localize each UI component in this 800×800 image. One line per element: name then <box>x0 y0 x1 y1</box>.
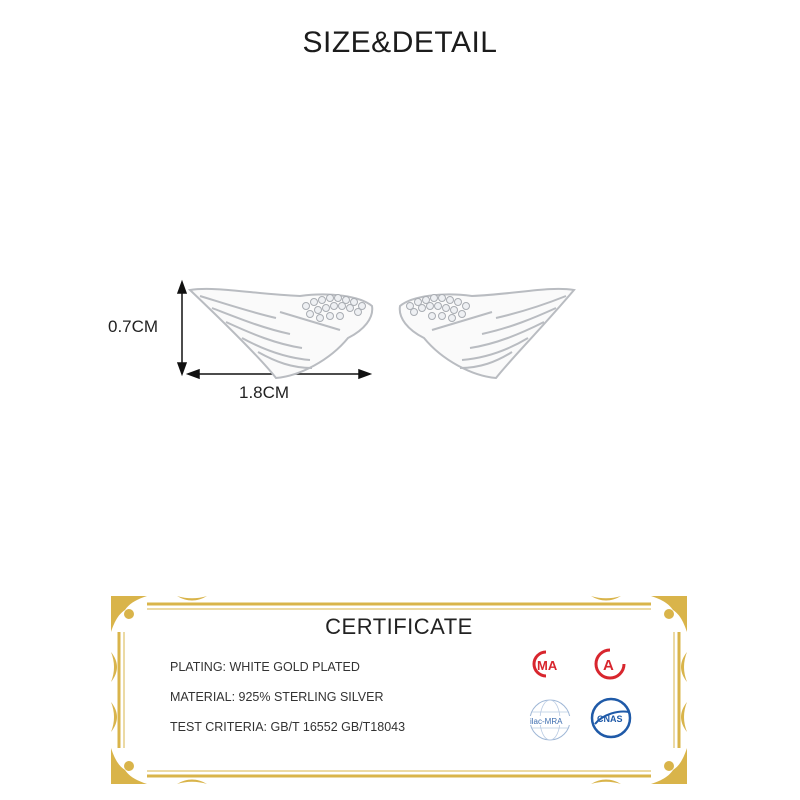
svg-text:CNAS: CNAS <box>597 714 623 724</box>
page-title: SIZE&DETAIL <box>302 26 498 59</box>
right-wing-earring <box>400 289 574 378</box>
height-dimension-arrow <box>178 282 186 374</box>
certificate-title: CERTIFICATE <box>325 614 473 639</box>
svg-text:ilac-MRA: ilac-MRA <box>530 717 563 726</box>
cnas-logo <box>589 696 633 740</box>
certificate-material: MATERIAL: 925% STERLING SILVER <box>170 690 384 704</box>
height-dimension-label: 0.7CM <box>108 317 159 336</box>
svg-text:MA: MA <box>537 658 558 673</box>
width-dimension-label: 1.8CM <box>239 383 290 402</box>
left-wing-earring <box>190 289 372 378</box>
certificate-panel <box>107 592 691 788</box>
certificate-plating: PLATING: WHITE GOLD PLATED <box>170 660 360 674</box>
cma-logo <box>525 650 567 678</box>
ilac-mra-logo <box>527 696 573 744</box>
svg-text:A: A <box>603 657 614 674</box>
certificate-test-criteria: TEST CRITERIA: GB/T 16552 GB/T18043 <box>170 720 406 734</box>
cal-logo <box>591 648 629 680</box>
